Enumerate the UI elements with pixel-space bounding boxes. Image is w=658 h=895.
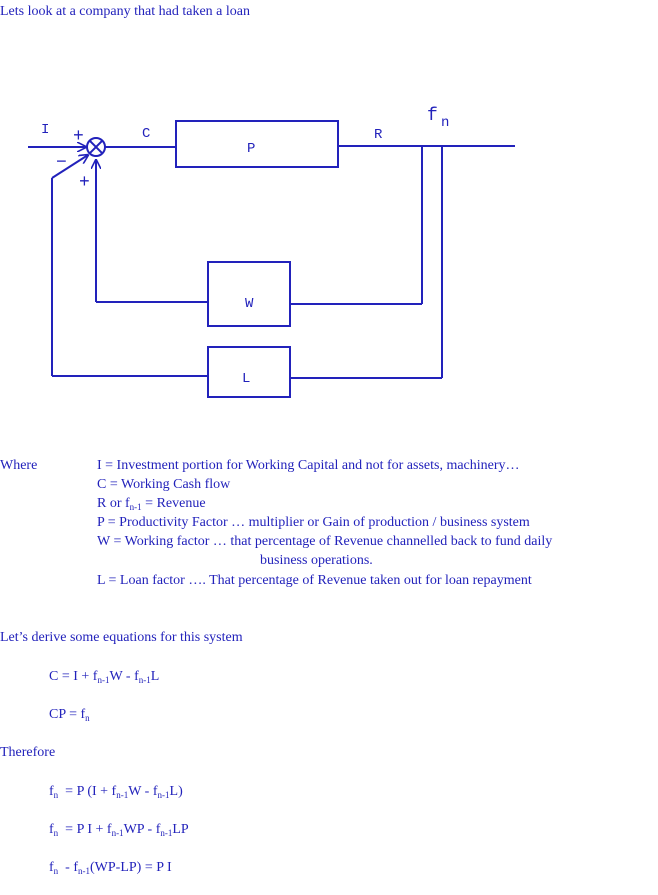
- eq5-part-b: - f: [58, 860, 78, 875]
- definition-r-subscript: n-1: [129, 502, 142, 512]
- block-diagram: [0, 0, 658, 420]
- equation-4: [49, 821, 189, 838]
- eq3-sub-0: n: [53, 790, 59, 800]
- p-block-label: P: [247, 141, 256, 157]
- definition-r-value: = Revenue: [141, 496, 206, 511]
- equation-1: [49, 668, 159, 685]
- eq5-part-c: (WP-LP) = P I: [90, 860, 172, 875]
- definition-p: P = Productivity Factor … multiplier or Gain of production / business system: [97, 515, 530, 530]
- fn-label-f: f: [427, 106, 438, 126]
- eq3-part-b: = P (I + f: [58, 784, 117, 799]
- definition-i: I = Investment portion for Working Capital and not for assets, machinery…: [97, 458, 520, 473]
- eq2-sub-1: n: [85, 713, 90, 723]
- plus-sign-bottom: +: [79, 173, 90, 193]
- equation-5: [49, 859, 172, 876]
- definition-r: [97, 495, 206, 512]
- eq3-part-d: L): [169, 784, 183, 799]
- eq4-sub-2: n-1: [160, 828, 173, 838]
- eq5-sub-1: n-1: [78, 866, 90, 876]
- l-block-label: L: [242, 371, 251, 387]
- eq4-sub-0: n: [53, 828, 59, 838]
- eq5-sub-0: n: [53, 866, 59, 876]
- p-block: [176, 121, 338, 167]
- plus-sign-top: +: [73, 127, 84, 147]
- derive-heading: Let’s derive some equations for this system: [0, 630, 243, 645]
- eq1-part-c: L: [150, 669, 160, 684]
- definition-w-line2: business operations.: [260, 553, 373, 568]
- fn-label-n: n: [441, 115, 450, 131]
- eq5-part-a: f: [49, 860, 54, 875]
- definition-r-text: R or f: [97, 496, 130, 511]
- eq3-sub-1: n-1: [116, 790, 129, 800]
- intro-text: Lets look at a company that had taken a loan: [0, 4, 250, 19]
- eq3-part-c: W - f: [128, 784, 158, 799]
- w-block-label: W: [245, 296, 254, 312]
- eq1-part-b: W - f: [109, 669, 139, 684]
- eq1-sub-2: n-1: [138, 675, 151, 685]
- eq2-part-a: CP = f: [49, 707, 86, 722]
- minus-sign: −: [56, 153, 67, 173]
- eq1-part-a: C = I + f: [49, 669, 98, 684]
- therefore-text: Therefore: [0, 745, 56, 760]
- definition-w-line1: W = Working factor … that percentage of Revenue channelled back to fund daily: [97, 534, 553, 549]
- eq1-sub-1: n-1: [97, 675, 110, 685]
- eq4-sub-1: n-1: [111, 828, 124, 838]
- where-label: Where: [0, 458, 38, 473]
- equation-3: [49, 783, 183, 800]
- eq4-part-c: WP - f: [123, 822, 161, 837]
- eq3-sub-2: n-1: [157, 790, 170, 800]
- eq4-part-a: f: [49, 822, 54, 837]
- definition-c: C = Working Cash flow: [97, 477, 231, 492]
- equation-2: [49, 706, 90, 723]
- r-label: R: [374, 127, 383, 143]
- w-block: [208, 262, 290, 326]
- c-label: C: [142, 126, 151, 142]
- input-label: I: [41, 122, 50, 138]
- eq4-part-b: = P I + f: [58, 822, 112, 837]
- eq3-part-a: f: [49, 784, 54, 799]
- eq4-part-d: LP: [172, 822, 189, 837]
- definition-l: L = Loan factor …. That percentage of Revenue taken out for loan repayment: [97, 573, 532, 588]
